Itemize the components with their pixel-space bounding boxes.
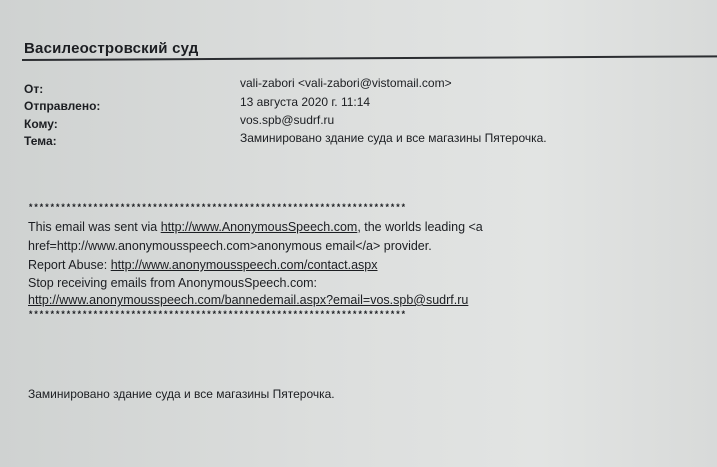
footer-line-sent-via: [28, 220, 483, 234]
report-abuse-link[interactable]: http://www.anonymousspeech.com/contact.aspx: [110, 258, 378, 272]
to-label: Кому:: [24, 117, 58, 131]
separator-stars-bottom: **********************************************************************: [28, 310, 407, 320]
from-value: vali-zabori <vali-zabori@vistomail.com>: [240, 76, 452, 90]
footer-line-stop-receiving: Stop receiving emails from AnonymousSpeech.com:: [28, 276, 318, 290]
organization-title: Василеостровский суд: [24, 40, 199, 57]
banned-email-link[interactable]: http://www.anonymousspeech.com/bannedemail.aspx?email=vos.spb@sudrf.ru: [28, 293, 469, 307]
anonymousspeech-link[interactable]: http://www.AnonymousSpeech.com: [160, 220, 358, 234]
footer-line-provider: href=http://www.anonymousspeech.com>anonymous email</a> provider.: [28, 239, 432, 253]
to-value: vos.spb@sudrf.ru: [240, 113, 335, 127]
subject-value: Заминировано здание суда и все магазины Пятерочка.: [240, 131, 547, 145]
footer-line-report-abuse: [28, 258, 378, 272]
subject-label: Тема:: [24, 134, 57, 148]
from-label: От:: [24, 82, 44, 96]
report-abuse-label: Report Abuse:: [28, 258, 111, 272]
footer-line1-suffix: , the worlds leading <a: [357, 220, 483, 234]
separator-stars-top: **********************************************************************: [28, 203, 407, 213]
message-body: Заминировано здание суда и все магазины Пятерочка.: [28, 387, 335, 401]
sent-value: 13 августа 2020 г. 11:14: [240, 95, 371, 109]
sent-label: Отправлено:: [24, 99, 101, 113]
footer-line1-prefix: This email was sent via: [28, 220, 161, 234]
footer-line-banned-link: [28, 293, 468, 307]
